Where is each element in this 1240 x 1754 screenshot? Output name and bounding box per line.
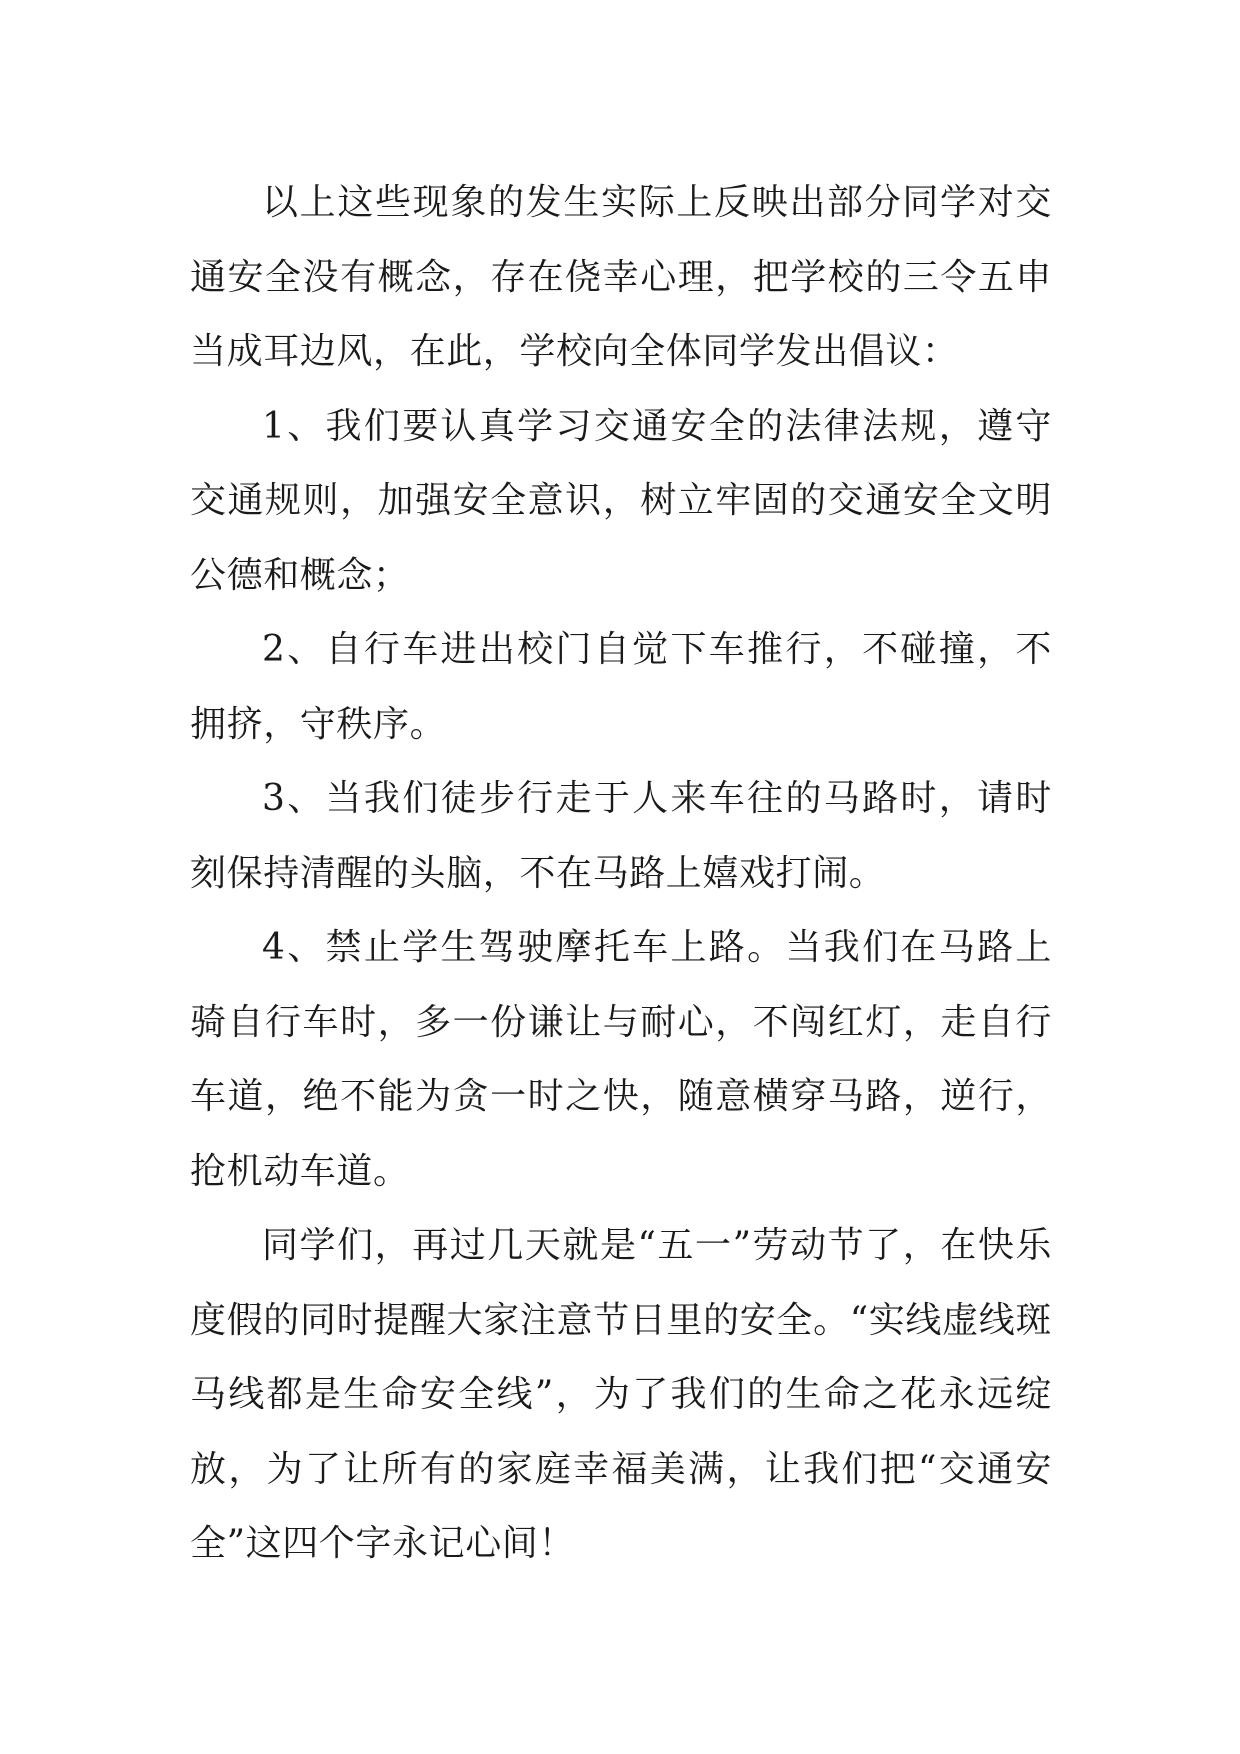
paragraph-item-2: 2、自行车进出校门自觉下车推行，不碰撞，不拥挤，守秩序。: [190, 629, 1052, 745]
paragraph-item-1: 1、我们要认真学习交通安全的法律法规，遵守交通规则，加强安全意识，树立牢固的交通安全文明公德和概念；: [190, 405, 1052, 596]
paragraph-intro: 以上这些现象的发生实际上反映出部分同学对交通安全没有概念，存在侥幸心理，把学校的三令五申当成耳边风，在此，学校向全体同学发出倡议：: [190, 182, 1052, 372]
paragraph-closing: 同学们，再过几天就是“五一”劳动节了，在快乐度假的同时提醒大家注意节日里的安全。“实线虚线斑马线都是生命安全线”，为了我们的生命之花永远绽放，为了让所有的家庭幸福美满，让我们把“交通安全”这四个字永记心间！: [190, 1225, 1052, 1564]
document-body: [190, 166, 1052, 1582]
paragraph-item-3: 3、当我们徒步行走于人来车往的马路时，请时刻保持清醒的头脑，不在马路上嬉戏打闹。: [190, 778, 1052, 894]
paragraph-item-4: 4、禁止学生驾驶摩托车上路。当我们在马路上骑自行车时，多一份谦让与耐心，不闯红灯，走自行车道，绝不能为贪一时之快，随意横穿马路，逆行，抢机动车道。: [190, 927, 1052, 1192]
